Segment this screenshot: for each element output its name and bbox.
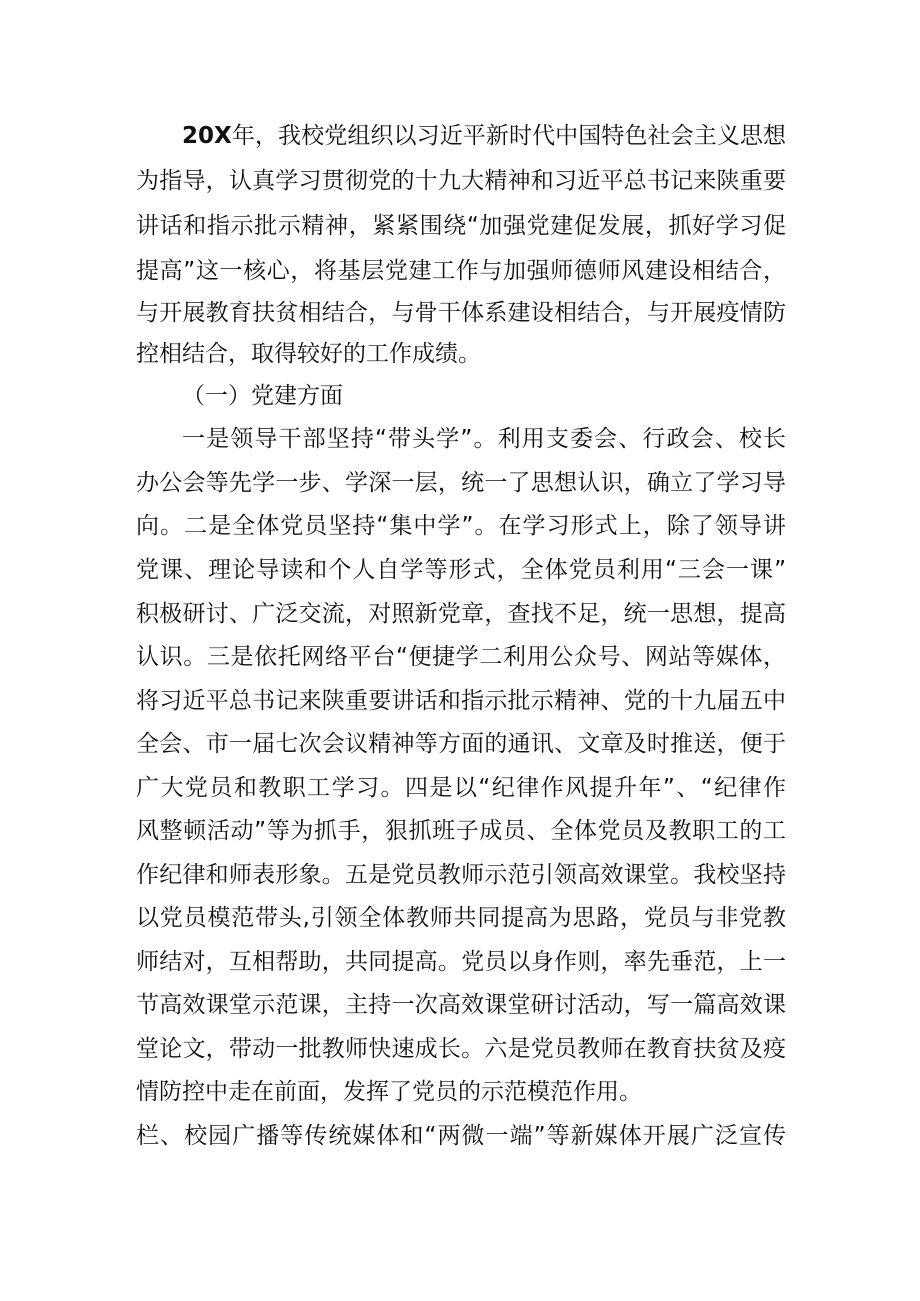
paragraph-2-line-8: 全会、市一届七次会议精神等方面的通讯、文章及时推送，便于: [136, 731, 786, 757]
paragraph-2-line-6: 认识。三是依托网络平台“便捷学二利用公众号、网站等媒体，: [136, 644, 786, 670]
paragraph-2-line-3: 向。二是全体党员坚持“集中学”。在学习形式上，除了领导讲: [136, 513, 786, 539]
paragraph-1-line-1: [182, 121, 786, 151]
paragraph-1-line-3: 讲话和指示批示精神，紧紧围绕“加强党建促发展，抓好学习促: [136, 213, 786, 239]
paragraph-1-line-5: 与开展教育扶贫相结合，与骨干体系建设相结合，与开展疫情防: [136, 300, 786, 326]
paragraph-1-line-4: 提高”这一核心，将基层党建工作与加强师德师风建设相结合，: [136, 258, 786, 284]
paragraph-2-line-11: 作纪律和师表形象。五是党员教师示范引领高效课堂。我校坚持: [136, 862, 786, 888]
paragraph-2-line-4: 党课、理论导读和个人自学等形式，全体党员利用“三会一课”: [136, 557, 786, 583]
paragraph-2-line-15: 堂论文，带动一批教师快速成长。六是党员教师在教育扶贫及疫: [136, 1036, 786, 1062]
paragraph-2-line-13: 师结对，互相帮助，共同提高。党员以身作则，率先垂范，上一: [136, 949, 786, 975]
paragraph-2-line-14: 节高效课堂示范课，主持一次高效课堂研讨活动，写一篇高效课: [136, 992, 786, 1018]
paragraph-2-line-9: 广大党员和教职工学习。四是以“纪律作风提升年”、“纪律作: [136, 775, 786, 801]
year-text: 20X: [182, 123, 232, 149]
paragraph-2-line-16: 情防控中走在前面，发挥了党员的示范模范作用。: [136, 1079, 642, 1105]
paragraph-2-line-12: 以党员模范带头,引领全体教师共同提高为思路，党员与非党教: [136, 905, 786, 931]
paragraph-1-line-2: 为指导，认真学习贯彻党的十九大精神和习近平总书记来陕重要: [136, 168, 786, 194]
lead-text: 年，我校党组织以习近平新时代中国特色社会主义思想: [231, 123, 786, 149]
fragment-line: 栏、校园广播等传统媒体和“两微一端”等新媒体开展广泛宣传: [136, 1123, 786, 1149]
paragraph-2-line-5: 积极研讨、广泛交流，对照新党章，查找不足，统一思想，提高: [136, 601, 786, 627]
paragraph-2-line-10: 风整顿活动”等为抓手，狠抓班子成员、全体党员及教职工的工: [136, 818, 786, 844]
section-heading: （一）党建方面: [182, 383, 343, 409]
paragraph-2-line-1: 一是领导干部坚持“带头学”。利用支委会、行政会、校长: [182, 426, 786, 452]
paragraph-2-line-2: 办公会等先学一步、学深一层，统一了思想认识，确立了学习导: [136, 470, 786, 496]
paragraph-1-line-6: 控相结合，取得较好的工作成绩。: [136, 341, 481, 367]
paragraph-2-line-7: 将习近平总书记来陕重要讲话和指示批示精神、党的十九届五中: [136, 688, 786, 714]
